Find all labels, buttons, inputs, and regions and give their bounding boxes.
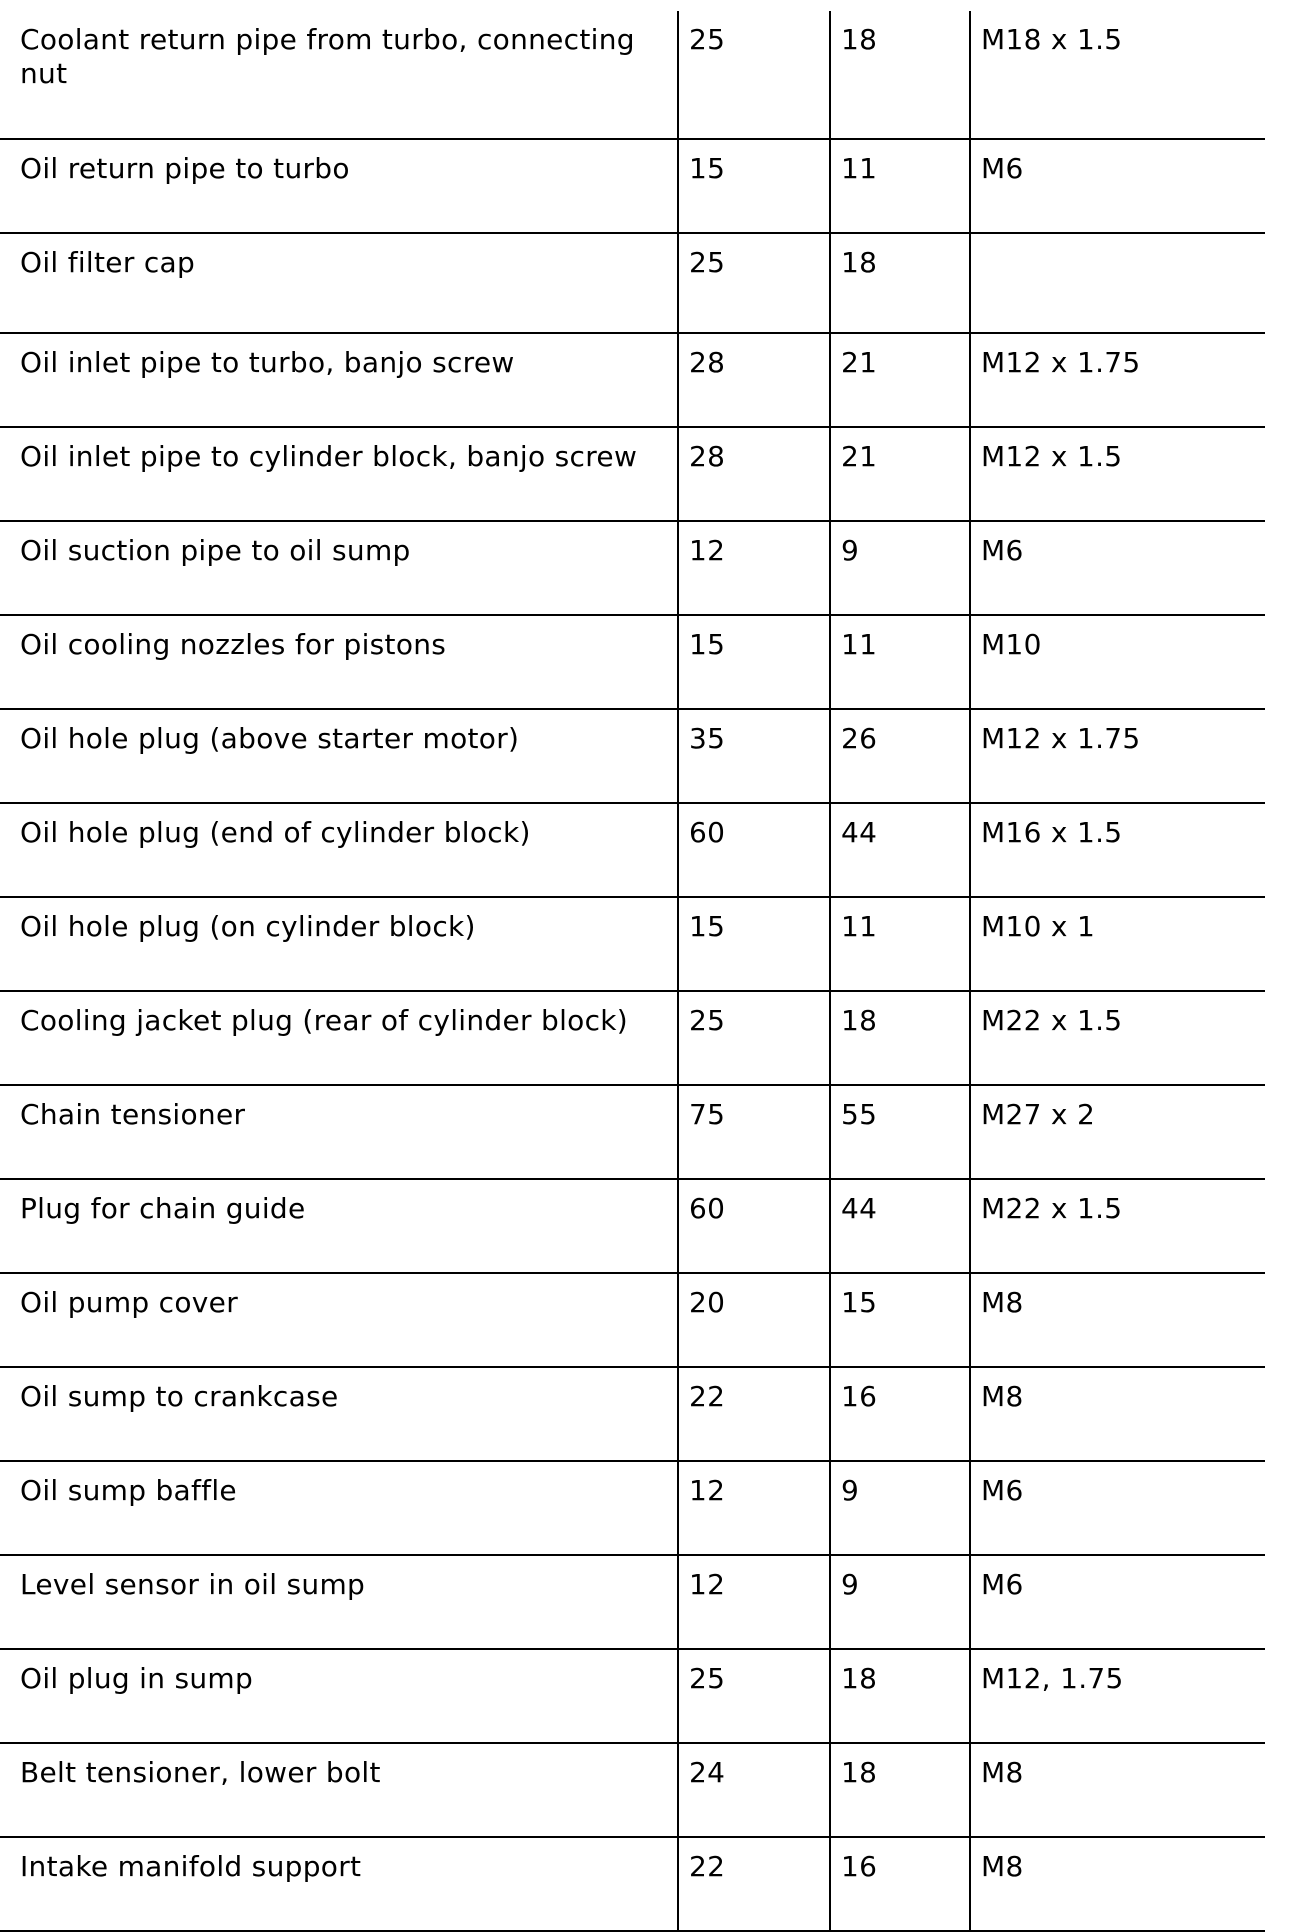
torque-lbft-cell: 44 xyxy=(830,803,970,897)
torque-lbft-cell: 9 xyxy=(830,521,970,615)
table-row xyxy=(0,1649,1265,1743)
torque-lbft-cell: 26 xyxy=(830,709,970,803)
table-row xyxy=(0,1085,1265,1179)
thread-size-cell: M10 xyxy=(970,615,1265,709)
thread-size-cell: M6 xyxy=(970,1461,1265,1555)
component-cell: Oil cooling nozzles for pistons xyxy=(0,615,678,709)
thread-size-cell: M6 xyxy=(970,521,1265,615)
torque-nm-cell: 75 xyxy=(678,1085,830,1179)
thread-size-cell: M16 x 1.5 xyxy=(970,803,1265,897)
component-cell: Oil inlet pipe to turbo, banjo screw xyxy=(0,333,678,427)
component-cell: Oil hole plug (on cylinder block) xyxy=(0,897,678,991)
table-row xyxy=(0,11,1265,139)
component-cell: Intake manifold support xyxy=(0,1837,678,1931)
thread-size-cell: M8 xyxy=(970,1743,1265,1837)
table-row xyxy=(0,803,1265,897)
torque-specification-table xyxy=(0,11,1265,1932)
torque-lbft-cell: 11 xyxy=(830,897,970,991)
torque-nm-cell: 35 xyxy=(678,709,830,803)
thread-size-cell: M8 xyxy=(970,1367,1265,1461)
torque-lbft-cell: 18 xyxy=(830,233,970,333)
torque-nm-cell: 12 xyxy=(678,1555,830,1649)
torque-lbft-cell: 21 xyxy=(830,427,970,521)
torque-lbft-cell: 18 xyxy=(830,11,970,139)
thread-size-cell: M8 xyxy=(970,1837,1265,1931)
torque-lbft-cell: 18 xyxy=(830,1649,970,1743)
component-cell: Oil filter cap xyxy=(0,233,678,333)
component-cell: Cooling jacket plug (rear of cylinder block) xyxy=(0,991,678,1085)
torque-lbft-cell: 18 xyxy=(830,991,970,1085)
thread-size-cell: M12 x 1.75 xyxy=(970,709,1265,803)
component-cell: Oil sump to crankcase xyxy=(0,1367,678,1461)
torque-nm-cell: 25 xyxy=(678,11,830,139)
torque-lbft-cell: 21 xyxy=(830,333,970,427)
component-cell: Level sensor in oil sump xyxy=(0,1555,678,1649)
component-cell: Oil hole plug (above starter motor) xyxy=(0,709,678,803)
component-cell: Oil plug in sump xyxy=(0,1649,678,1743)
thread-size-cell: M12, 1.75 xyxy=(970,1649,1265,1743)
table-row xyxy=(0,1837,1265,1931)
table-row xyxy=(0,1273,1265,1367)
table-row xyxy=(0,615,1265,709)
thread-size-cell: M22 x 1.5 xyxy=(970,991,1265,1085)
table-row xyxy=(0,521,1265,615)
torque-lbft-cell: 16 xyxy=(830,1837,970,1931)
thread-size-cell: M8 xyxy=(970,1273,1265,1367)
table-row xyxy=(0,427,1265,521)
table-row xyxy=(0,1555,1265,1649)
table-row xyxy=(0,897,1265,991)
component-cell: Oil pump cover xyxy=(0,1273,678,1367)
component-cell: Oil return pipe to turbo xyxy=(0,139,678,233)
table-row xyxy=(0,1461,1265,1555)
table-row xyxy=(0,333,1265,427)
component-cell: Oil hole plug (end of cylinder block) xyxy=(0,803,678,897)
torque-nm-cell: 15 xyxy=(678,615,830,709)
table-row xyxy=(0,1179,1265,1273)
table-row xyxy=(0,233,1265,333)
torque-nm-cell: 15 xyxy=(678,897,830,991)
torque-lbft-cell: 18 xyxy=(830,1743,970,1837)
torque-nm-cell: 15 xyxy=(678,139,830,233)
torque-nm-cell: 22 xyxy=(678,1837,830,1931)
torque-nm-cell: 60 xyxy=(678,803,830,897)
thread-size-cell: M6 xyxy=(970,1555,1265,1649)
torque-nm-cell: 25 xyxy=(678,233,830,333)
component-cell: Chain tensioner xyxy=(0,1085,678,1179)
torque-lbft-cell: 11 xyxy=(830,615,970,709)
thread-size-cell: M12 x 1.75 xyxy=(970,333,1265,427)
table-body xyxy=(0,11,1265,1931)
torque-nm-cell: 25 xyxy=(678,1649,830,1743)
table-row xyxy=(0,1743,1265,1837)
thread-size-cell: M6 xyxy=(970,139,1265,233)
component-cell: Belt tensioner, lower bolt xyxy=(0,1743,678,1837)
component-cell: Plug for chain guide xyxy=(0,1179,678,1273)
thread-size-cell: M18 x 1.5 xyxy=(970,11,1265,139)
torque-lbft-cell: 9 xyxy=(830,1461,970,1555)
component-cell: Oil suction pipe to oil sump xyxy=(0,521,678,615)
component-cell: Oil sump baffle xyxy=(0,1461,678,1555)
torque-nm-cell: 25 xyxy=(678,991,830,1085)
torque-lbft-cell: 11 xyxy=(830,139,970,233)
torque-nm-cell: 20 xyxy=(678,1273,830,1367)
thread-size-cell: M22 x 1.5 xyxy=(970,1179,1265,1273)
torque-nm-cell: 24 xyxy=(678,1743,830,1837)
thread-size-cell: M27 x 2 xyxy=(970,1085,1265,1179)
torque-lbft-cell: 15 xyxy=(830,1273,970,1367)
table-row xyxy=(0,991,1265,1085)
component-cell: Coolant return pipe from turbo, connecting nut xyxy=(0,11,678,139)
component-cell: Oil inlet pipe to cylinder block, banjo screw xyxy=(0,427,678,521)
table-row xyxy=(0,709,1265,803)
torque-lbft-cell: 9 xyxy=(830,1555,970,1649)
torque-lbft-cell: 16 xyxy=(830,1367,970,1461)
torque-nm-cell: 28 xyxy=(678,427,830,521)
torque-lbft-cell: 55 xyxy=(830,1085,970,1179)
thread-size-cell: M10 x 1 xyxy=(970,897,1265,991)
table-row xyxy=(0,139,1265,233)
torque-nm-cell: 60 xyxy=(678,1179,830,1273)
torque-nm-cell: 22 xyxy=(678,1367,830,1461)
table-row xyxy=(0,1367,1265,1461)
thread-size-cell xyxy=(970,233,1265,333)
torque-nm-cell: 12 xyxy=(678,521,830,615)
torque-nm-cell: 12 xyxy=(678,1461,830,1555)
torque-nm-cell: 28 xyxy=(678,333,830,427)
torque-lbft-cell: 44 xyxy=(830,1179,970,1273)
thread-size-cell: M12 x 1.5 xyxy=(970,427,1265,521)
